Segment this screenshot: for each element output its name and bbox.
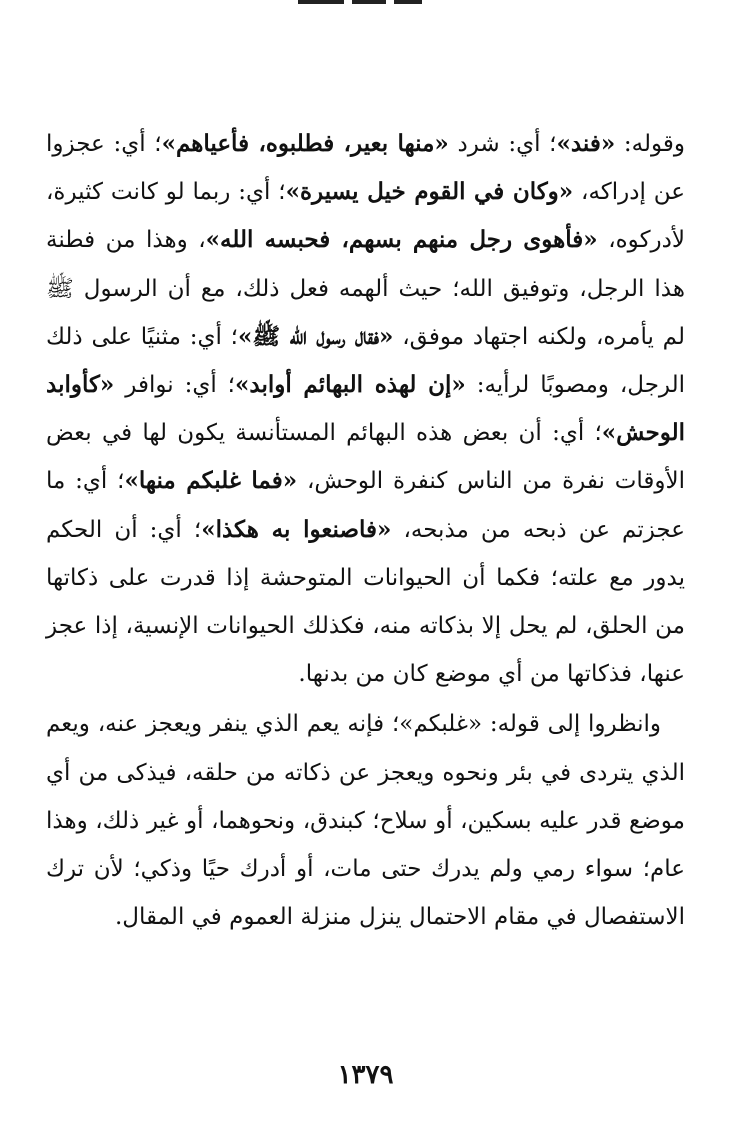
commentary-text: ، وهذا من فطنة هذا الرجل، وتوفيق الله؛ حيث ألهمه فعل ذلك، مع أن الرسول ﷺ لم يأمره، ولكنه اجتهاد موفق،	[46, 227, 685, 350]
page-number: ١٣٧٩	[337, 1060, 394, 1090]
page-body	[46, 120, 685, 941]
paragraph-generalization	[46, 700, 685, 941]
hadith-quote: «وكان في القوم خيل يسيرة»	[285, 178, 574, 206]
hadith-quote: «فأهوى رجل منهم بسهم، فحبسه الله»	[205, 226, 598, 254]
commentary-text: وقوله:	[615, 131, 685, 157]
commentary-text: وانظروا إلى قوله: «غلبكم»؛ فإنه يعم الذي ينفر ويعجز عنه، ويعم الذي يتردى في بئر ونحوه ويعجز عن ذكاته من حلقه، فيذكى من أي موضع قدر عليه بسكين، أو سلاح؛ كبندق، ونحوهما، أو غير ذلك، وهذا عام؛ سواء رمي ولم يدرك حتى مات، أو أدرك حيًا وذكي؛ لأن ترك الاستفصال في مقام الاحتمال ينزل منزلة العموم في المقال.	[46, 711, 685, 931]
hadith-quote: «فند»	[556, 130, 616, 157]
commentary-text: ؛ أي: مثنيًا على ذلك الرجل، ومصوبًا لرأيه:	[46, 323, 685, 399]
commentary-text: ؛ أي: شرد	[448, 131, 557, 157]
commentary-text: ؛ أي: أن الحكم يدور مع علته؛ فكما أن الحيوانات المتوحشة إذا قدرت على ذكاتها من الحلق، لم يحل إلا بذكاته منه، فكذلك الحيوانات الإنسية، إذا عجز عنها، فذكاتها من أي موضع كان من بدنها.	[46, 516, 685, 688]
hadith-quote: «فما غلبكم منها»	[124, 467, 298, 495]
hadith-quote: «فقال رسول الله ﷺ»	[238, 322, 394, 350]
header-rule	[298, 0, 422, 4]
commentary-text: ؛ أي: أن بعض هذه البهائم المستأنسة يكون لها في بعض الأوقات نفرة من الناس كنفرة الوحش،	[46, 420, 685, 495]
paragraph-commentary	[46, 120, 685, 698]
commentary-text: ؛ أي: ما عجزتم عن ذبحه من مذبحه،	[46, 468, 685, 543]
commentary-text: ؛ أي: نوافر	[114, 372, 235, 399]
hadith-quote: «إن لهذه البهائم أوابد»	[235, 371, 466, 399]
hadith-quote: «كأوابد الوحش»	[46, 371, 685, 447]
commentary-text: ؛ أي: عجزوا عن إدراكه،	[46, 131, 686, 206]
commentary-text: ؛ أي: ربما لو كانت كثيرة، لأدركوه،	[46, 179, 685, 254]
hadith-quote: «فاصنعوا به هكذا»	[201, 515, 392, 543]
hadith-quote: «منها بعير، فطلبوه، فأعياهم»	[161, 130, 449, 157]
